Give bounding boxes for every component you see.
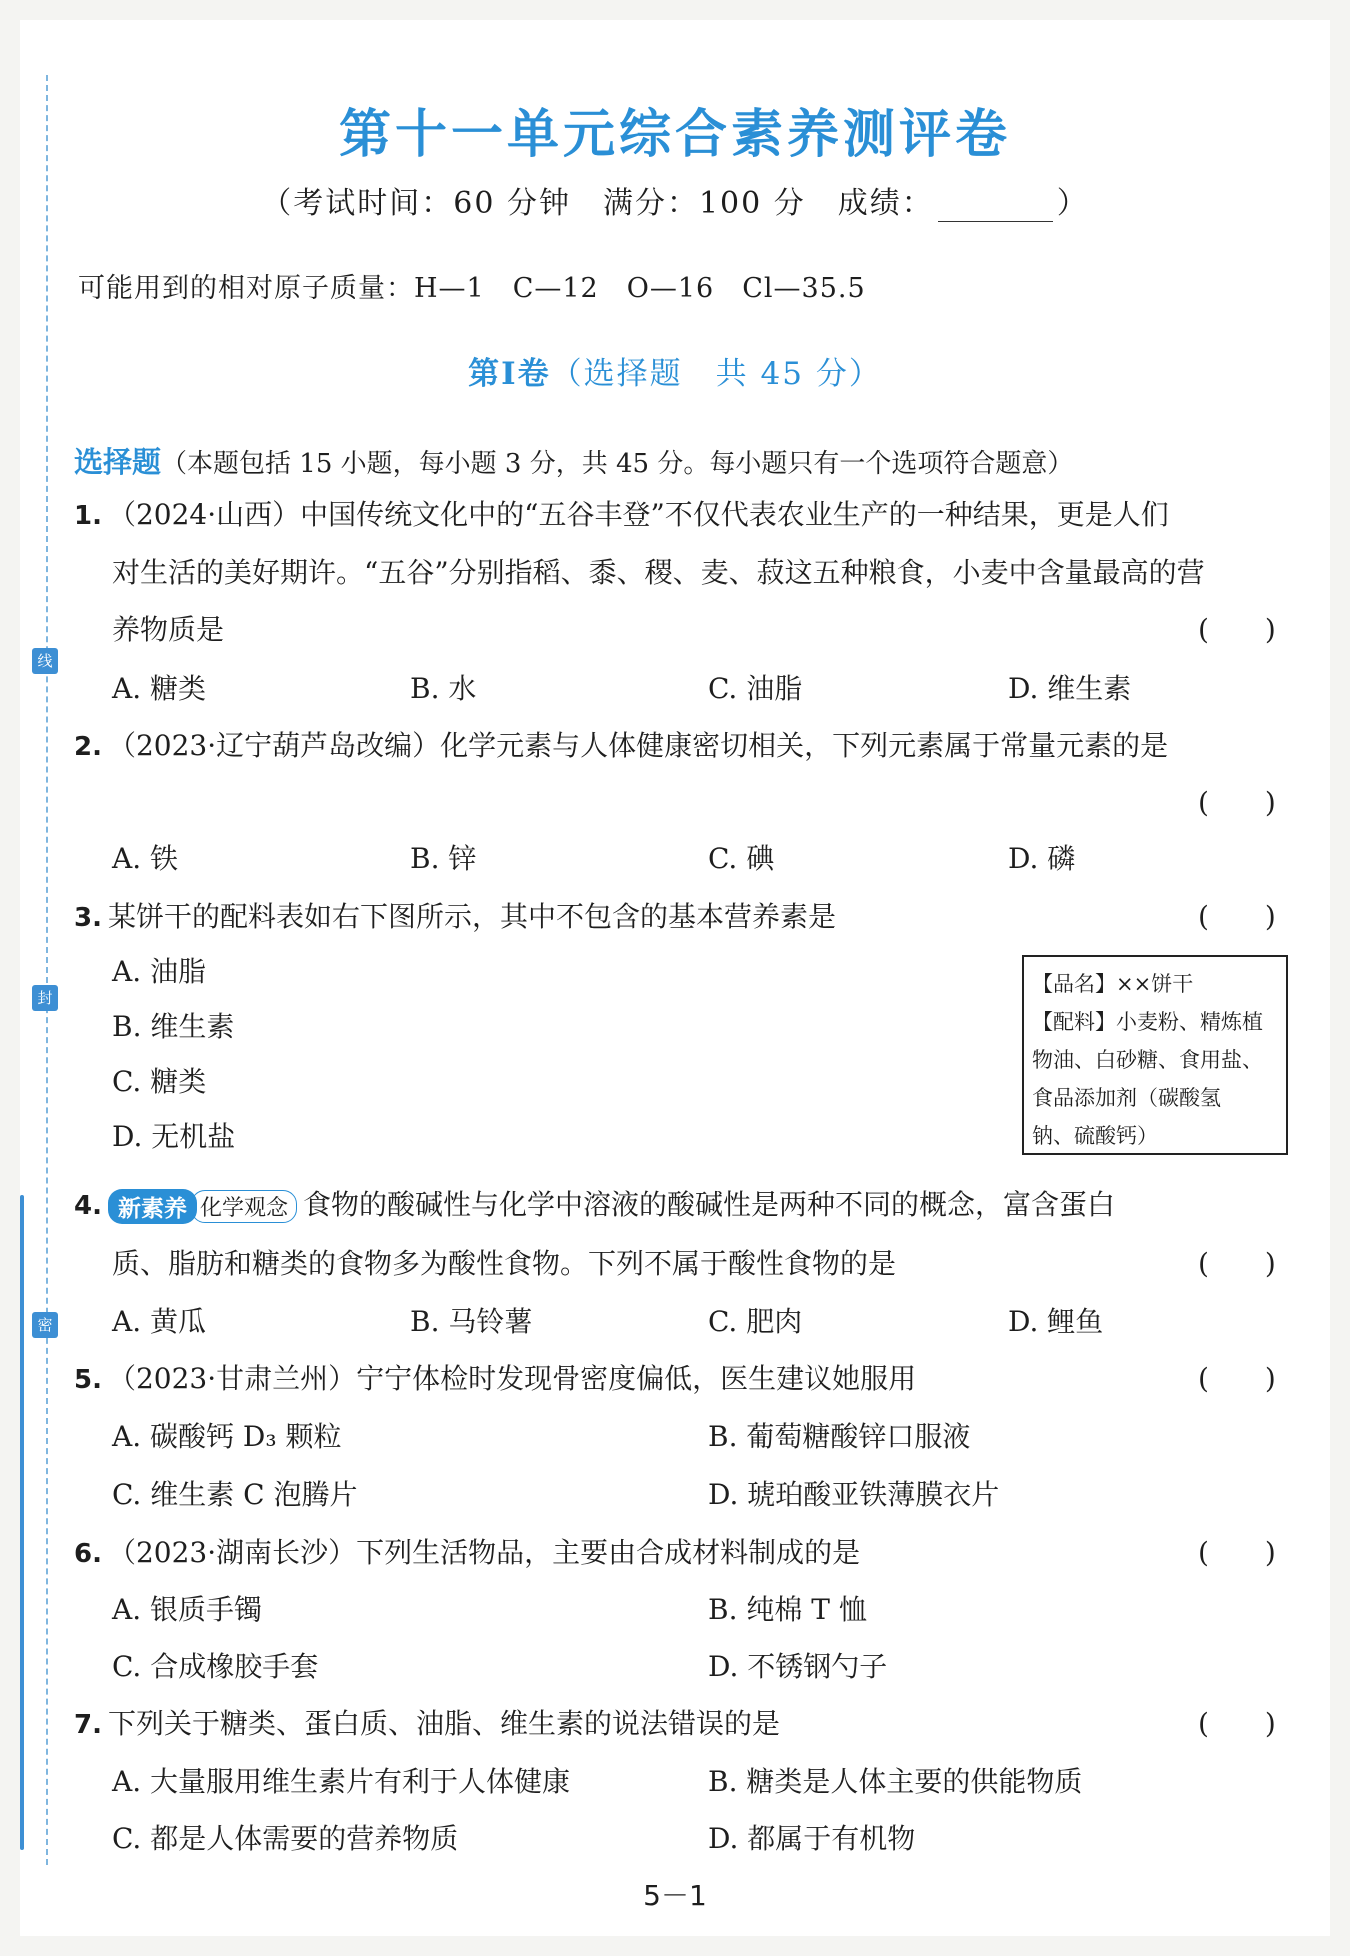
question-text: 某饼干的配料表如右下图所示，其中不包含的基本营养素是: [107, 900, 836, 933]
question-6-option-b: B. 纯棉 T 恤: [708, 1593, 867, 1626]
margin-tag-feng: 封: [32, 985, 58, 1011]
question-6-line-1: [74, 1531, 860, 1571]
question-number: 6.: [74, 1539, 102, 1569]
question-1-option-c: C. 油脂: [708, 672, 803, 705]
question-5-option-d: D. 琥珀酸亚铁薄膜衣片: [708, 1478, 1000, 1511]
question-text: 食物的酸碱性与化学中溶液的酸碱性是两种不同的概念，富含蛋白: [302, 1188, 1115, 1221]
question-4-option-c: C. 肥肉: [708, 1305, 803, 1338]
new-literacy-badge: 新素养: [108, 1189, 197, 1224]
question-number: 7.: [74, 1710, 102, 1740]
question-number: 3.: [74, 903, 102, 933]
question-4-option-a: A. 黄瓜: [112, 1305, 207, 1338]
answer-bracket[interactable]: ( ): [1198, 1247, 1276, 1280]
question-5-option-b: B. 葡萄糖酸锌口服液: [708, 1420, 971, 1453]
answer-bracket[interactable]: ( ): [1198, 1362, 1276, 1395]
page-number: 5－1: [643, 1879, 707, 1912]
box-line: 【配料】小麦粉、精炼植: [1032, 1010, 1263, 1034]
binding-margin-bar: [20, 1195, 24, 1850]
question-7-option-a: A. 大量服用维生素片有利于人体健康: [112, 1765, 571, 1798]
box-line: 食品添加剂（碳酸氢: [1032, 1086, 1221, 1110]
answer-bracket[interactable]: ( ): [1198, 1707, 1276, 1740]
instructions-label: 选择题: [74, 445, 162, 479]
question-6-option-c: C. 合成橡胶手套: [112, 1650, 319, 1683]
answer-bracket[interactable]: ( ): [1198, 786, 1276, 819]
question-4-option-d: D. 鲤鱼: [1008, 1305, 1104, 1338]
exam-info-text: （考试时间：60 分钟 满分：100 分 成绩：: [261, 186, 934, 221]
answer-bracket[interactable]: ( ): [1198, 900, 1276, 933]
question-4-line-1: [74, 1183, 1115, 1224]
margin-tag-xian: 线: [32, 648, 58, 674]
question-7-option-c: C. 都是人体需要的营养物质: [112, 1822, 459, 1855]
box-line: 钠、硫酸钙）: [1032, 1124, 1158, 1148]
question-text: （2023·辽宁葫芦岛改编）化学元素与人体健康密切相关，下列元素属于常量元素的是: [107, 729, 1169, 762]
question-4-line-2: 质、脂肪和糖类的食物多为酸性食物。下列不属于酸性食物的是: [112, 1247, 897, 1280]
question-6-option-d: D. 不锈钢勺子: [708, 1650, 888, 1683]
question-1-option-b: B. 水: [410, 672, 477, 705]
question-5-line-1: [74, 1357, 916, 1397]
question-2-option-b: B. 锌: [410, 842, 477, 875]
question-text: 下列关于糖类、蛋白质、油脂、维生素的说法错误的是: [107, 1707, 780, 1740]
binding-margin-line: [46, 75, 48, 1865]
atomic-masses: 可能用到的相对原子质量：H—1 C—12 O—16 Cl—35.5: [78, 273, 866, 304]
question-6-option-a: A. 银质手镯: [112, 1593, 263, 1626]
question-7-line-1: [74, 1702, 780, 1742]
question-1-line-1: [74, 493, 1169, 533]
section-heading-bold: 第Ⅰ卷: [468, 356, 551, 392]
section-heading-rest: （选择题 共 45 分）: [550, 356, 882, 392]
question-3-option-d: D. 无机盐: [112, 1120, 236, 1153]
question-1-line-3: 养物质是: [112, 613, 225, 646]
question-2-option-c: C. 碘: [708, 842, 775, 875]
question-2-option-d: D. 磷: [1008, 842, 1076, 875]
question-7-option-b: B. 糖类是人体主要的供能物质: [708, 1765, 1083, 1798]
ingredient-label-box: [1022, 955, 1288, 1155]
exam-info-close: ）: [1056, 186, 1089, 221]
question-2-line-1: [74, 724, 1168, 764]
question-number: 4.: [74, 1191, 102, 1221]
question-text: （2023·甘肃兰州）宁宁体检时发现骨密度偏低，医生建议她服用: [107, 1362, 917, 1395]
question-4-option-b: B. 马铃薯: [410, 1305, 533, 1338]
question-3-option-b: B. 维生素: [112, 1010, 235, 1043]
question-number: 1.: [74, 501, 102, 531]
question-1-option-d: D. 维生素: [1008, 672, 1132, 705]
page-title: 第十一单元综合素养测评卷: [338, 104, 1011, 165]
question-3-line-1: [74, 895, 836, 935]
instructions: [74, 440, 1073, 481]
question-7-option-d: D. 都属于有机物: [708, 1822, 916, 1855]
answer-bracket[interactable]: ( ): [1198, 613, 1276, 646]
question-text: （2023·湖南长沙）下列生活物品，主要由合成材料制成的是: [107, 1536, 861, 1569]
score-blank: [938, 197, 1053, 222]
box-line: 物油、白砂糖、食用盐、: [1032, 1048, 1263, 1072]
question-1-line-2: 对生活的美好期许。“五谷”分别指稻、黍、稷、麦、菽这五种粮食，小麦中含量最高的营: [112, 556, 1205, 589]
question-number: 2.: [74, 732, 102, 762]
section-heading: [0, 348, 1350, 393]
question-1-option-a: A. 糖类: [112, 672, 207, 705]
margin-tag-mi: 密: [32, 1312, 58, 1338]
question-3-option-c: C. 糖类: [112, 1065, 207, 1098]
question-5-option-c: C. 维生素 C 泡腾片: [112, 1478, 358, 1511]
box-line: 【品名】××饼干: [1032, 972, 1194, 996]
instructions-text: （本题包括 15 小题，每小题 3 分，共 45 分。每小题只有一个选项符合题意）: [161, 449, 1074, 479]
question-2-option-a: A. 铁: [112, 842, 179, 875]
question-text: （2024·山西）中国传统文化中的“五谷丰登”不仅代表农业生产的一种结果，更是人们: [107, 498, 1169, 531]
question-3-option-a: A. 油脂: [112, 955, 207, 988]
chemistry-concept-badge: 化学观念: [191, 1190, 297, 1223]
question-5-option-a: A. 碳酸钙 D₃ 颗粒: [112, 1420, 342, 1453]
answer-bracket[interactable]: ( ): [1198, 1536, 1276, 1569]
exam-info: [0, 178, 1350, 222]
question-number: 5.: [74, 1365, 102, 1395]
